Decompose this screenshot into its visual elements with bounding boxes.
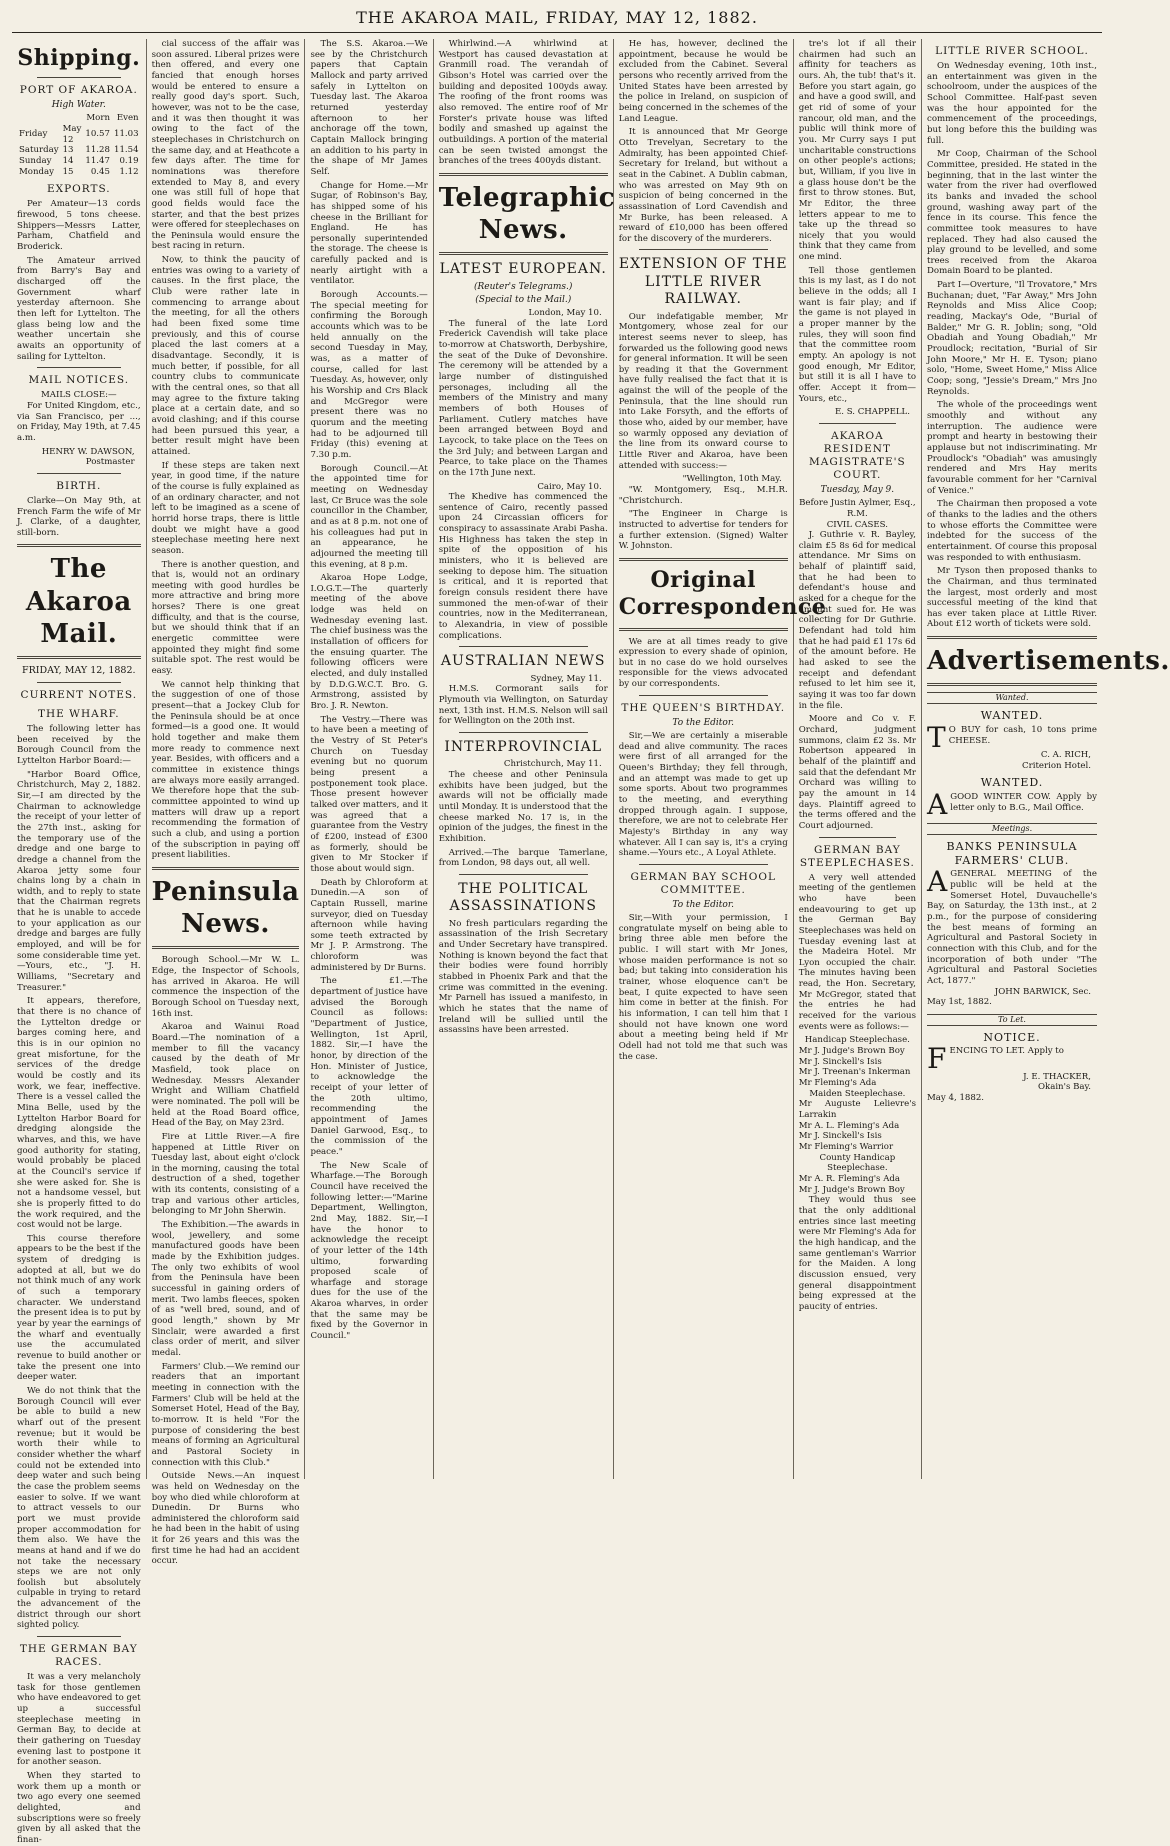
article-paragraph: The cheese and other Peninsula exhibits have been judged, but the awards will not be officially made until Monday. It is understood that the cheese marked No. 17 is, in the opinion of the judges, the finest in the Exhibition. bbox=[438, 770, 608, 844]
ad-text: O BUY for cash, 10 tons prime CHEESE. bbox=[948, 724, 1097, 746]
entry-item: Mr J. Treenan's Inkerman bbox=[798, 1067, 911, 1078]
news-item: Change for Home.—Mr Sugar, of Robinson's Bay, has shipped some of his cheese in the Brilliant for England. He has personally superintended the storage. The cheese is carefully packed and is nearly airtight with a ventilator. bbox=[310, 180, 428, 287]
ad-signature: J. E. THACKER, bbox=[1023, 1071, 1091, 1082]
article-paragraph: Whirlwind.—A whirlwind at Westport has caused devastation at Granmill road. The verandah of Gibson's Hotel was carried over the building and deposited 100yds away. The roofing of the front rooms was also removed. The entire roof of Mr Forster's private house was lifted bodily and smashed up against the outbuildings. A portion of the material can be seen twisted amongst the branches of the trees 400yds distant. bbox=[438, 39, 608, 167]
court-case: J. Guthrie v. R. Bayley, claim £5 8s 6d for medical attendance. Mr Sims on behalf of plaintiff said, that he had been to defendant's house and asked for a cheque for the amount sued for. He was collecting for Dr Guthrie. Defendant had told him that he had paid £1 17s 6d of the amount before. He had asked to see the receipt and defendant refused to let him see it, saying it was too far down in the file. bbox=[798, 530, 916, 711]
entry-item: Mr Fleming's Warrior bbox=[798, 1141, 894, 1152]
wharf-heading: THE WHARF. bbox=[38, 707, 120, 720]
tide-row: Saturday 13 11.28 11.54 bbox=[19, 145, 139, 156]
drop-cap: A bbox=[927, 865, 948, 899]
peninsula-news-heading: Peninsula News. bbox=[151, 876, 300, 940]
article-paragraph: It is announced that Mr George Otto Trevelyan, Secretary to the Admiralty, has been appointed Chief-Secretary for Ireland, but without a seat in the Cabinet. A Dublin cabman, who was arrested on May 9th on suspicion of being concerned in the assassination of Lord Cavendish and Mr Burke, has been released. A reward of £10,000 has been offered for the discovery of the murderers. bbox=[618, 127, 788, 244]
entry-item: Mr Auguste Lelievre's Larrakin bbox=[798, 1099, 916, 1120]
drop-cap: A bbox=[927, 788, 948, 822]
races-paragraph: When they started to work them up a month or two ago every one seemed delighted, and subscriptions were so freely given by all asked that the finan- bbox=[17, 1771, 141, 1845]
ad-farmers-club bbox=[927, 823, 1097, 1008]
article-paragraph: They would thus see that the only additional entries since last meeting were Mr Fleming's Ada for the high handicap, and the same gentleman's Warrior for the Maiden. A long discussion ensued, very general disappointment being expressed at the paucity of entries. bbox=[798, 1195, 916, 1312]
telegram-dateline: "Wellington, 10th May. bbox=[682, 474, 782, 485]
news-item: Fire at Little River.—A fire happened at Little River on Tuesday last, about eight o'clock in the morning, causing the total destruction of a shed, together with its contents, consisting of a trap and various other articles, belonging to Mr John Sherwin. bbox=[151, 1131, 300, 1217]
dateline: Christchurch, May 11. bbox=[503, 759, 602, 770]
news-item: Death by Chloroform at Dunedin.—A son of Captain Russell, marine surveyor, died on Tuesday afternoon while having some teeth extracted by Mr J. P. Armstrong. The chloroform was administered by Dr Burns. bbox=[310, 877, 428, 973]
wharf-paragraph: We do not think that the Borough Council will ever be able to build a new wharf out of the present revenue; but it would be worth their while to consider whether the wharf could not be extended into deep water and such being the case the problem seems easier to solve. If we want to attract vessels to our port we must provide proper accommodation for them also. We have the means at hand and if we do not take the necessary steps we are not only foolish but absolutely culpable in trying to retard the advancement of the district through our short sighted policy. bbox=[17, 1386, 141, 1631]
news-item: Borough Accounts.—The special meeting for confirming the Borough accounts which was to be held annually on the second Tuesday in May, was, as a matter of course, called for last Tuesday. As, however, only his Worship and Crs Black and McGregor were present there was no quorum and the meeting had to be adjourned till Friday (this) evening at 7.30 p.m. bbox=[310, 290, 428, 460]
letter-signature: E. S. CHAPPELL. bbox=[834, 407, 910, 418]
high-water-label: High Water. bbox=[51, 100, 106, 111]
tide-row: Monday 15 0.45 1.12 bbox=[19, 166, 139, 177]
tide-table bbox=[17, 113, 141, 177]
column-3 bbox=[305, 39, 433, 1479]
ad-text: GOOD WINTER COW. Apply by letter only to B.G., Mail Office. bbox=[950, 792, 1097, 813]
wanted-section-label: Wanted. bbox=[927, 692, 1097, 704]
paper-date: FRIDAY, MAY 12, 1882. bbox=[22, 665, 136, 677]
ad-title: BANKS PENINSULA FARMERS' CLUB. bbox=[946, 840, 1078, 867]
court-heading: AKAROA RESIDENT MAGISTRATE'S COURT. bbox=[808, 429, 906, 482]
article-paragraph: He has, however, declined the appointment, because he would be excluded from the Cabinet. Several persons who recently arrived from the United States have been arrested by the police in Ireland, on suspicion of being concerned in the schemes of the Land League. bbox=[618, 39, 788, 124]
paper-title: The Akaroa Mail. bbox=[25, 554, 132, 649]
article-paragraph: The Khedive has commenced the sentence of Cairo, recently passed upon 24 Circassian officers for conspiracy to assassinate Arabi Pasha. His Highness has taken the step in spite of the opposition of his ministers, who it is believed are seeking to depose him. The situation is critical, and it is reported that foreign consuls resident there have summoned the men-of-war of their countries, now in the Mediterranean, to Alexandria, in view of possible complications. bbox=[438, 492, 608, 641]
special-label: (Special to the Mail.) bbox=[475, 294, 572, 305]
entry-item: Mr J. Judge's Brown Boy bbox=[798, 1046, 905, 1057]
telegraphic-news-heading: Telegraphic News. bbox=[438, 182, 616, 246]
exports-text: Per Amateur—13 cords firewood, 5 tons cheese. Shippers—Messrs Latter, Parham, Chatfield and Broderick. bbox=[17, 199, 141, 253]
article-paragraph: Arrived.—The barque Tamerlane, from London, 98 days out, all well. bbox=[438, 847, 608, 869]
birth-text: Clarke—On May 9th, at French Farm the wife of Mr J. Clarke, of a daughter, still-born. bbox=[17, 495, 141, 538]
article-paragraph: H.M.S. Cormorant sails for Plymouth via Wellington, on Saturday next, 13th inst. H.M.S. Nelson will sail for Wellington on the 20th inst. bbox=[438, 684, 608, 727]
drop-cap: F bbox=[927, 1042, 947, 1076]
to-let-section-label: To Let. bbox=[927, 1014, 1097, 1026]
news-item: Akaroa and Wainui Road Board.—The nomination of a member to fill the vacancy caused by the death of Mr Masfield, took place on Wednesday. Messrs Alexander Wright and William Chatfield were nominated. The poll will be held at the Road Board office, Head of the Bay, on May 23rd. bbox=[151, 1022, 300, 1129]
ad-place: Okain's Bay. bbox=[1037, 1082, 1091, 1093]
editorial-note: We are at all times ready to give expression to every shade of opinion, but in no case do we hold ourselves responsible for the views advocated by our correspondents. bbox=[618, 636, 788, 690]
exports-heading: EXPORTS. bbox=[46, 183, 111, 196]
news-item: The £1.—The department of justice have advised the Borough Council as follows: "Department of Justice, Wellington, 1st April, 1882. Sir,—I have the honor, by direction of the Hon. Minister of Justice, to acknowledge the receipt of your letter of the 20th ultimo, recommending the appointment of James Daniel Garwood, Esq., to the commission of the peace." bbox=[310, 976, 428, 1157]
court-date: Tuesday, May 9. bbox=[820, 485, 895, 496]
ad-text: ENCING TO LET. Apply to bbox=[949, 1046, 1064, 1057]
mail-text: For United Kingdom, etc., via San Francisco, per ..., on Friday, May 19th, at 7.45 a.m. bbox=[17, 400, 141, 443]
article-paragraph: The Chairman then proposed a vote of thanks to the ladies and the others to whose efforts the Committee were indebted for the success of the entertainment. Of course this proposal was responded to with enthusiasm. bbox=[927, 499, 1097, 563]
wharf-paragraph: The following letter has been received by the Borough Council from the Lyttelton Harbor Board:— bbox=[17, 723, 141, 766]
wharf-paragraph: It appears, therefore, that there is no chance of the Lyttelton dredge or barges coming here, and this is in our opinion no great misfortune, for the services of the dredge would be costly and its work, we fear, ineffective. There is a vessel called the Mina Belle, used by the Lyttelton Harbor Board for dredging alongside the wharves, and this, we have good authority for stating, would probably be placed at the Council's service if she were asked for. She is not a handsome vessel, but she is properly fitted to do the work required, and the cost would not be large. bbox=[17, 996, 141, 1231]
column-7 bbox=[922, 39, 1170, 1479]
wharf-paragraph: This course therefore appears to be the best if the system of dredging is adopted at all, but we do not think much of any work of such a temporary character. We understand the present idea is to put by year by year the earnings of the wharf and eventually use the accumulated revenue to build another or take the present one into deeper water. bbox=[17, 1233, 141, 1383]
news-item: Akaroa Hope Lodge, I.O.G.T.—The quarterly meeting of the above lodge was held on Wednesday evening last. The chief business was the installation of officers for the ensuing quarter. The following officers were elected, and duly installed by D.D.G.W.C.T. Bro. G. Armstrong, assisted by Bro. J. R. Newton. bbox=[310, 573, 428, 712]
article-paragraph: Mr Coop, Chairman of the School Committee, presided. He stated in the beginning, that in the last winter the water from the river had overflowed its banks and invaded the school ground, washing away part of the fence in its course. This fence the committee took measures to have replaced. They had also caused the play ground to be levelled, and some trees received from the Akaroa Domain Board to be planted. bbox=[927, 149, 1097, 277]
civil-cases-label: CIVIL CASES. bbox=[826, 519, 888, 530]
news-item: The New Scale of Wharfage.—The Borough Council have received the following letter:—"Marine Department, Wellington, 2nd May, 1882. Sir,—I have the honor to acknowledge the receipt of your letter of the 14th ultimo, forwarding proposed scale of wharfage and storage dues for the use of the Akaroa wharves, in order that the same may be fixed by the Governor in Council." bbox=[310, 1160, 428, 1342]
dateline: London, May 10. bbox=[528, 308, 602, 319]
article-paragraph: A very well attended meeting of the gentlemen who have been endeavouring to get up the German Bay Steeplechases was held on Tuesday evening last at the Madeira Hotel. Mr Lyon occupied the chair. The minutes having been read, the Hon. Secretary, Mr McGregor, stated that the entries he had received for the various events were as follows:— bbox=[798, 872, 916, 1032]
school-heading: LITTLE RIVER SCHOOL. bbox=[935, 45, 1089, 57]
ad-date: May 1st, 1882. bbox=[927, 997, 992, 1008]
entry-item: Mr J. Sinckell's Isis bbox=[798, 1131, 882, 1142]
birth-heading: BIRTH. bbox=[56, 479, 102, 492]
article-paragraph: If these steps are taken next year, in good time, if the nature of the course is fully explained as of an ordinary character, and not left to be imagined as a scene of horrid horse traps, there is little doubt we might have a good steeplechase meeting here next season. bbox=[151, 460, 300, 556]
ad-place: Criterion Hotel. bbox=[1022, 760, 1091, 771]
tide-header-row: Morn Even bbox=[86, 113, 139, 124]
column-5 bbox=[614, 39, 827, 1479]
column-4 bbox=[434, 39, 614, 1479]
races-paragraph: It was a very melancholy task for those gentlemen who have endeavored to get up a successful steeplechase meeting in German Bay, to decide at their gathering on Tuesday evening last to postpone it for another season. bbox=[17, 1672, 141, 1768]
dateline: Sydney, May 11. bbox=[530, 673, 602, 684]
ad-title: WANTED. bbox=[980, 776, 1044, 790]
ad-signature: JOHN BARWICK, Sec. bbox=[994, 986, 1091, 997]
tide-row: Sunday 14 11.47 0.19 bbox=[19, 156, 139, 167]
article-paragraph: There is another question, and that is, would not an ordinary meeting with good hurdles be more attractive and bring more horses? There is one great difficulty, and that is the course, but we should think that if an energetic committee were appointed they might find some suitable spot. The rest would be easy. bbox=[151, 559, 300, 677]
masthead: THE AKAROA MAIL, FRIDAY, MAY 12, 1882. bbox=[12, 8, 1102, 33]
postmaster-name: HENRY W. DAWSON, bbox=[41, 446, 135, 457]
column-6 bbox=[794, 39, 922, 1479]
news-item: The Exhibition.—The awards in wool, jewellery, and some manufactured goods have been made by the Exhibition judges. The only two exhibits of wool from the Peninsula have been successful in gaining orders of merit. Two lambs fleeces, spoken of as "well bred, sound, and of good length," shown by Mr Sinclair, were awarded a first class order of merit, and silver medal. bbox=[151, 1220, 300, 1358]
news-item: Borough Council.—At the appointed time for meeting on Wednesday last, Cr Bruce was the sole councillor in the Chamber, and as at 8 p.m. not one of his colleagues had put in an appearance, he adjourned the meeting till this evening, at 8 p.m. bbox=[310, 463, 428, 570]
political-assassinations-heading: THE POLITICAL ASSASSINATIONS bbox=[449, 880, 597, 915]
county-heading: County Handicap Steeplechase. bbox=[819, 1152, 896, 1174]
ad-signature: C. A. RICH, bbox=[1040, 750, 1091, 761]
entry-item: Mr J. Sinckell's Isis bbox=[798, 1056, 882, 1067]
news-item: The Vestry.—There was to have been a meeting of the Vestry of St Peter's Church on Tuesday evening but no quorum being present a postponement took place. Those present however talked over matters, and it was agreed that a guarantee from the Vestry of £200, instead of £300 as formerly, should be given to Mr Stocker if those about would sign. bbox=[310, 714, 428, 874]
advertisements-heading: Advertisements. bbox=[927, 646, 1170, 677]
ad-date: May 4, 1882. bbox=[927, 1092, 985, 1103]
news-item: Farmers' Club.—We remind our readers that an important meeting in connection with the Farmers' Club will be held at the Somerset Hotel, Head of the Bay, to-morrow. It is held "For the purpose of considering the best means of forming an Agricultural and Pastoral Society in connection with this Club." bbox=[151, 1361, 300, 1468]
queens-birthday-heading: THE QUEEN'S BIRTHDAY. bbox=[621, 701, 786, 714]
wharf-paragraph: "Harbor Board Office, Christchurch, May 2, 1882. Sir,—I am directed by the Chairman to acknowledge the receipt of your letter of the 27th inst., asking for the temporary use of the dredge and one barge to dredge a channel from the Akaroa jetty some four chains long by a chain in width, and to reply to state that the Chairman regrets that he is unable to accede to your application as our dredge and barges are fully employed, and will be for some considerable time yet.—Yours, etc., "J. H. Williams, "Secretary and Treasurer." bbox=[17, 769, 141, 993]
article-paragraph: cial success of the affair was soon assured. Liberal prizes were then offered, and every one fancied that enough horses would be entered to ensure a really good day's sport. Such, however, was not to be the case, and it was then thought it was owing to the fact of the steeplechases in Christchurch on the same day, and at Heathcote a few days after. The time for nominations was therefore extended to May 8, and every one was still full of hope that good fields would face the starter, and that the best prizes were offered for steeplechases on the Peninsula would ensure the best racing in return. bbox=[151, 39, 300, 252]
latest-european-heading: LATEST EUROPEAN. bbox=[439, 261, 607, 278]
article-paragraph: Mr Tyson then proposed thanks to the Chairman, and thus terminated the largest, most orderly and most successful meeting of the kind that has ever taken place at Little River. About £12 worth of tickets were sold. bbox=[927, 566, 1097, 630]
column-1 bbox=[12, 39, 147, 1845]
letter-text: Tell those gentlemen this is my last, as I do not believe in the odds; all I want is fair play; and if the game is not played in a proper manner by the rules, they will soon find that the committee room empty. An apology is not good enough, Mr Editor, but still it is all I have to offer. Accept it from—Yours, etc., bbox=[798, 265, 916, 404]
postmaster-title: Postmaster bbox=[85, 457, 135, 468]
original-correspondence-heading: Original Correspondence bbox=[618, 566, 827, 621]
article-paragraph: Part I—Overture, "Il Trovatore," Mrs Buchanan; duet, "Far Away," Mrs John Reynolds and Miss Alice Coop; reading, Mackay's Ode, "Burial of Balder," Mr G. R. Joblin; song, "Old Obadiah and Young Obadiah," Mr Proudlock; recitation, "Burial of Sir John Moore," Mr H. E. Tyson; piano solo, "Home, Sweet Home," Miss Alice Coop; song, "Jessie's Dream," Mrs Jno Reynolds. bbox=[927, 280, 1097, 397]
current-notes-heading: CURRENT NOTES. bbox=[20, 688, 138, 701]
news-item: Borough School.—Mr W. L. Edge, the Inspector of Schools, has arrived in Akaroa. He will commence the inspection of the Borough School on Tuesday next, 16th inst. bbox=[151, 955, 300, 1019]
reuters-label: (Reuter's Telegrams.) bbox=[474, 281, 573, 292]
article-paragraph: Our indefatigable member, Mr Montgomery, whose zeal for our interest seems never to sleep, has forwarded us the following good news for general information. It will be seen by reading it that the Government have fully realised the fact that it is against the will of the people of the Peninsula, that the line should run into Lake Forsyth, and the efforts of those who, aided by our member, have so warmly opposed any deviation of the line from its onward course to Little River and Akaroa, have been attended with success:— bbox=[618, 311, 788, 471]
ad-wanted-cow bbox=[927, 776, 1097, 822]
court-case: Moore and Co v. F. Orchard, judgment summons, claim £2 3s. Mr Robertson appeared in behalf of the plaintiff and said that the defendant Mr Orchard was willing to pay the amount in 14 days. Plaintiff agreed to the terms offered and the Court adjourned. bbox=[798, 714, 916, 831]
school-committee-heading: GERMAN BAY SCHOOL COMMITTEE. bbox=[630, 870, 776, 896]
handicap-heading: Handicap Steeplechase. bbox=[804, 1035, 910, 1046]
entry-item: Mr A. R. Fleming's Ada bbox=[798, 1173, 901, 1184]
article-paragraph: No fresh particulars regarding the assassination of the Irish Secretary and Under Secretary have transpired. Nothing is known beyond the fact that their bodies were found horribly stabbed in Phoenix Park and that the crime was committed in the evening. Mr Parnell has issued a manifesto, in which he states that the name of Ireland will be sullied until the assassins have been arrested. bbox=[438, 918, 608, 1036]
to-editor-label: To the Editor. bbox=[672, 717, 735, 728]
races-heading: THE GERMAN BAY RACES. bbox=[19, 1643, 138, 1669]
column-2 bbox=[147, 39, 306, 1567]
port-heading: PORT OF AKAROA. bbox=[19, 84, 138, 97]
steeplechases-heading: GERMAN BAY STEEPLECHASES. bbox=[799, 843, 915, 869]
maiden-heading: Maiden Steeplechase. bbox=[809, 1088, 906, 1099]
meetings-section-label: Meetings. bbox=[927, 823, 1097, 835]
entry-item: Mr A. L. Fleming's Ada bbox=[798, 1120, 900, 1131]
letter-text: Sir,—We are certainly a miserable dead and alive community. The races were first of all arranged for the Queen's Birthday; they fell through, and an attempt was made to get up some sports. About two programmes to the meeting, and everything dropped through again. I suppose, therefore, we are not to celebrate Her Majesty's Birthday in any way whatever. All I can say is, it's a crying shame.—Yours etc., A Loyal Athlete. bbox=[618, 730, 788, 859]
news-item: Outside News.—An inquest was held on Wednesday on the boy who died while chloroform at Dunedin. Dr Burns who administered the chloroform said he had been in the habit of using it for 26 years and this was the first time he had had an accident occur. bbox=[151, 1471, 300, 1567]
entry-item: Mr J. Judge's Brown Boy bbox=[798, 1184, 905, 1195]
ad-text: GENERAL MEETING of the public will be held at the Somerset Hotel, Duvauchelle's Bay, on Saturday, the 13th inst., at 2 p.m., for the purpose of considering the best means of forming an Agricultural and Pastoral Society in connection with this Club, and for the incorporation of both under "The Agricultural and Pastoral Societies Act, 1877." bbox=[927, 869, 1097, 986]
letter-text: tre's lot if all their chairmen had such an affinity for teachers as ours. Ah, the tub! that's it. Before you start again, go and have a good swill, and get rid of some of your rancour, old man, and the public will think more of you. Mr Curry says I put uncharitable constructions on other people's actions; but, William, if you live in a glass house don't be the first to throw stones. But, Mr Editor, the three letters appear to me to take up the thread so nicely that you would think that they came from one mind. bbox=[798, 39, 916, 263]
interprovincial-heading: INTERPROVINCIAL bbox=[444, 739, 603, 755]
amateur-text: The Amateur arrived from Barry's Bay and discharged off the Government wharf yesterday afternoon. She then left for Lyttelton. The glass being low and the weather uncertain she awaits an opportunity of sailing for Lyttelton. bbox=[17, 255, 141, 362]
article-paragraph: On Wednesday evening, 10th inst., an entertainment was given in the schoolroom, under the auspices of the School Committee. Half-past seven was the hour appointed for the commencement of the proceedings, but long before this the building was full. bbox=[927, 61, 1097, 146]
mails-close-label: MAILS CLOSE:— bbox=[40, 390, 117, 401]
to-editor-label: To the Editor. bbox=[672, 899, 735, 910]
ad-title: NOTICE. bbox=[983, 1030, 1041, 1044]
article-paragraph: The funeral of the late Lord Frederick Cavendish will take place to-morrow at Chatsworth, Derbyshire, the seat of the Duke of Devonshire. The ceremony will be attended by a large number of distinguished personages, including all the members of the Ministry and many members of both Houses of Parliament. Cutlery matches have been arranged between Boyd and Laycock, to take place on the Tees on the 3rd July; and between Largan and Pearce, to take place on the Thames on the 17th June next. bbox=[438, 318, 608, 478]
railway-heading: EXTENSION OF THE LITTLE RIVER RAILWAY. bbox=[618, 256, 788, 308]
ad-title: WANTED. bbox=[980, 709, 1044, 723]
telegram-address: "W. Montgomery, Esq., M.H.R. "Christchurch. bbox=[618, 485, 788, 506]
ad-wanted-cheese bbox=[927, 692, 1097, 771]
news-item: The S.S. Akaroa.—We see by the Christchurch papers that Captain Mallock and party arrived safely in Lyttelton on Tuesday last. The Akaroa returned yesterday afternoon to her anchorage off the town, Captain Mallock bringing an addition to his party in the shape of Mr James Self. bbox=[310, 39, 428, 177]
mail-notices-heading: MAIL NOTICES. bbox=[28, 374, 130, 387]
dateline: Cairo, May 10. bbox=[537, 481, 602, 492]
telegram-text: "The Engineer in Charge is instructed to advertise for tenders for a further extension. (Signed) Walter W. Johnston. bbox=[618, 509, 788, 552]
article-paragraph: We cannot help thinking that the suggestion of one of those present—that a Jockey Club for the Peninsula should be at once formed—is a good one. It would hold together and make them more ready to commence next year. Besides, with officers and a committee in existence things are always more easily arranged. We therefore hope that the sub-committee appointed to wind up matters will draw up a report recommending the formation of such a club, and using a portion of the subscription in paying off present liabilities. bbox=[151, 679, 300, 861]
shipping-heading: Shipping. bbox=[17, 45, 141, 71]
drop-cap: T bbox=[927, 720, 946, 754]
ad-fencing-notice bbox=[927, 1014, 1097, 1104]
entry-item: Mr Fleming's Ada bbox=[798, 1078, 877, 1089]
article-paragraph: The whole of the proceedings went smoothly and without any interruption. The audience were prompt and hearty in bestowing their applause but not indiscriminating. Mr Proudlock's "Obadiah" was amusingly rendered and Mrs Hay merits favourable comment for her "Carnival of Venice." bbox=[927, 400, 1097, 496]
tide-row: Friday May 12 10.57 11.03 bbox=[19, 124, 139, 145]
letter-text: Sir,—With your permission, I congratulate myself on being able to bring three able men before the public. I will start with Mr Jones, whose maiden performance is not so bad; but taking into consideration his trainer, whose eloquence can't be beat, I quite expected to have seen him come in better at the finish. For his information, I can tell him that I should not have known one word about a meeting being held if Mr Odell had not told me that such was the case. bbox=[618, 913, 788, 1062]
article-paragraph: Now, to think the paucity of entries was owing to a variety of causes. In the first place, the Club were rather late in commencing to arrange about the meeting, for all the others had been fixed some time previously, and this of course placed the last comers at a disadvantage. Secondly, it is much better, if possible, for all country clubs to communicate with the central ones, so that all may agree to the fixture taking place at a certain date, and so avoid clashing; and if this course had been pursued this year, a better result might have been attained. bbox=[151, 255, 300, 457]
court-before: Before Justin Aylmer, Esq., R.M. bbox=[799, 498, 916, 519]
australian-news-heading: AUSTRALIAN NEWS bbox=[440, 653, 606, 670]
